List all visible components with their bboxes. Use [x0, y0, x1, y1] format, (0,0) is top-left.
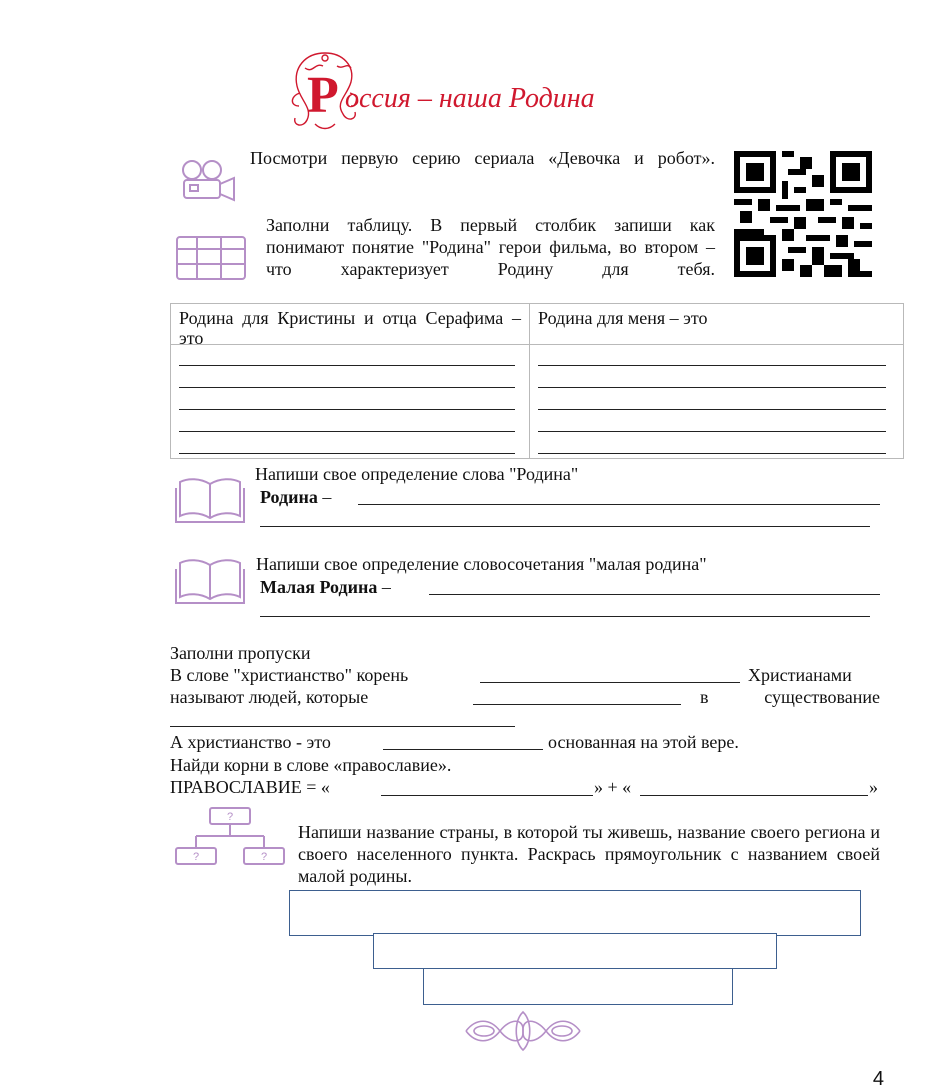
task1-text: Посмотри первую серию сериала «Девочка и робот». [250, 148, 715, 168]
question-mark-right: ? [260, 851, 268, 863]
settlement-box[interactable] [423, 968, 733, 1005]
question-mark-left: ? [192, 851, 200, 863]
task5-line6-b: » + « [594, 777, 632, 797]
task3-answer-line-2[interactable] [260, 526, 870, 527]
col1-answer-area[interactable] [171, 345, 529, 458]
table-icon [175, 235, 247, 281]
task5-line6-c: » [869, 777, 878, 797]
task5-line2-a: называют людей, которые [170, 687, 369, 707]
decorative-ornament-icon [462, 1008, 584, 1054]
task3-answer-line-1[interactable] [358, 504, 880, 505]
film-camera-icon [178, 158, 240, 204]
question-mark-top: ? [226, 811, 234, 823]
col2-header: Родина для меня – это [538, 308, 708, 328]
task4-prompt: Напиши свое определение словосочетания "малая родина" [256, 554, 707, 574]
task5-line4-b: основанная на этой вере. [548, 732, 739, 752]
task4-answer-line-1[interactable] [429, 594, 880, 595]
task5-line1-a: В слове "христианство" корень [170, 665, 409, 685]
root1-blank[interactable] [381, 795, 593, 796]
title-initial: Р [307, 67, 339, 124]
task5-line2-b: в существование [700, 687, 880, 707]
open-book-icon [174, 555, 246, 605]
col2-answer-area[interactable] [530, 345, 903, 458]
task5-line1-b: Христианами [748, 665, 852, 685]
task6-text: Напиши название страны, в которой ты живешь, название своего региона и своего населенного пункта. Раскрась прямоугольник с названием своей малой родины. [298, 822, 880, 886]
task4-term: Малая Родина – [260, 577, 391, 597]
col1-header: Родина для Кристины и отца Серафима – это [179, 308, 521, 348]
task5-heading: Заполни пропуски [170, 643, 311, 663]
task5-line6-a: ПРАВОСЛАВИЕ = « [170, 777, 330, 797]
page-title [285, 48, 665, 133]
qr-code-icon [734, 150, 872, 278]
root2-blank[interactable] [640, 795, 868, 796]
hierarchy-question-icon [174, 806, 286, 866]
answer-table [170, 303, 904, 459]
task2-text: Заполни таблицу. В первый столбик запиши как понимают понятие "Родина" герои фильма, во втором – что характеризует Родину для тебя. [266, 215, 715, 279]
root-blank[interactable] [480, 682, 740, 683]
page-number: 4 [872, 1068, 884, 1090]
task5-line4-a: А христианство - это [170, 732, 331, 752]
title-rest: оссия – наша Родина [345, 83, 595, 114]
christianity-blank[interactable] [383, 749, 543, 750]
existence-blank[interactable] [170, 726, 515, 727]
task5-line5: Найди корни в слове «православие». [170, 755, 452, 775]
task3-term: Родина – [260, 487, 332, 507]
open-book-icon [174, 474, 246, 524]
task4-answer-line-2[interactable] [260, 616, 870, 617]
believe-blank[interactable] [473, 704, 681, 705]
region-box[interactable] [373, 933, 777, 969]
country-box[interactable] [289, 890, 861, 936]
task3-prompt: Напиши свое определение слова "Родина" [255, 464, 579, 484]
